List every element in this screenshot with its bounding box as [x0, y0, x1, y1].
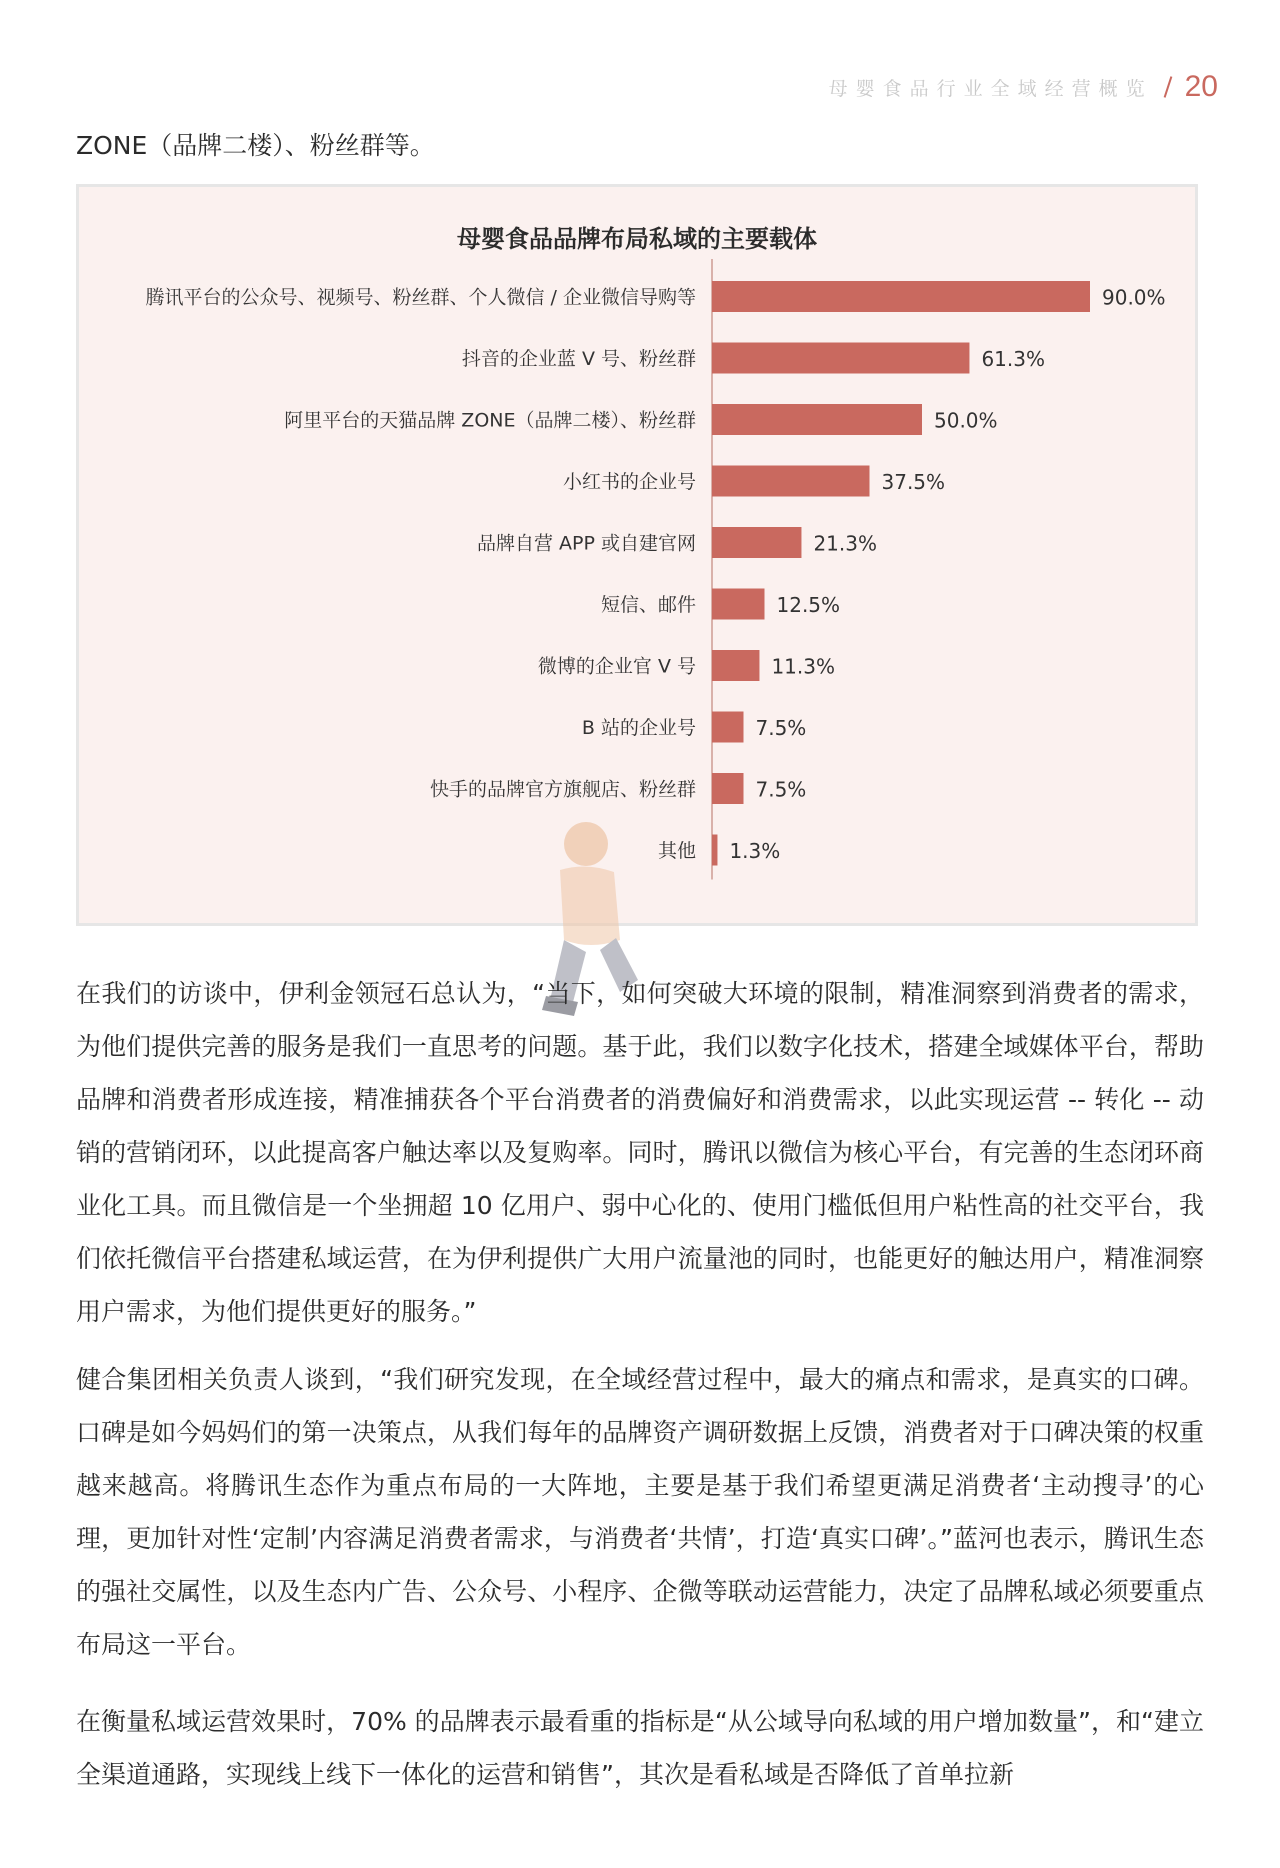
value-label: 1.3% — [729, 839, 781, 863]
category-label: 品牌自营 APP 或自建官网 — [477, 532, 696, 555]
category-label: 阿里平台的天猫品牌 ZONE（品牌二楼）、粉丝群 — [284, 409, 696, 432]
page-number: 20 — [1184, 70, 1218, 103]
bar — [712, 343, 969, 374]
header-divider — [1163, 76, 1172, 98]
category-label: 其他 — [657, 840, 696, 862]
value-label: 7.5% — [755, 777, 807, 802]
bar — [712, 712, 744, 743]
lead-text: ZONE（品牌二楼）、粉丝群等。 — [76, 131, 435, 160]
category-label: 微博的企业官 V 号 — [537, 655, 696, 678]
category-label: 短信、邮件 — [600, 594, 696, 616]
paragraph-interview-health: 健合集团相关负责人谈到，“我们研究发现，在全域经营过程中，最大的痛点和需求，是真实的口碑。口碑是如今妈妈们的第一决策点，从我们每年的品牌资产调研数据上反馈，消费者对于口碑决策的权重越来越高。将腾讯生态作为重点布局的一大阵地，主要是基于我们希望更满足消费者‘主动搜寻’的心理，更加针对性‘定制’内容满足消费者需求，与消费者‘共情’，打造‘真实口碑’。”蓝河也表示，腾讯生态的强社交属性，以及生态内广告、公众号、小程序、企微等联动运营能力，决定了品牌私域必须要重点布局这一平台。 — [76, 1365, 1204, 1659]
paragraph-metrics: 在衡量私域运营效果时，70% 的品牌表示最看重的指标是“从公域导向私域的用户增加数量”，和“建立全渠道通路，实现线上线下一体化的运营和销售”，其次是看私域是否降低了首单拉新 — [76, 1707, 1204, 1789]
header-title: 母婴食品行业全域经营概览 — [828, 77, 1153, 100]
value-label: 12.5% — [776, 593, 841, 617]
value-label: 90.0% — [1102, 285, 1166, 310]
value-label: 11.3% — [771, 654, 836, 679]
bar — [712, 281, 1090, 312]
chart-title: 母婴食品品牌布局私域的主要载体 — [457, 225, 817, 253]
category-label: 小红书的企业号 — [562, 471, 696, 493]
category-label: 抖音的企业蓝 V 号、粉丝群 — [461, 348, 696, 370]
value-label: 50.0% — [934, 408, 998, 433]
bar — [712, 589, 765, 620]
value-label: 61.3% — [981, 347, 1046, 371]
bar — [712, 650, 759, 681]
bar — [712, 527, 801, 558]
value-label: 37.5% — [881, 470, 946, 494]
bar — [712, 404, 922, 435]
paragraph-interview-yili: 在我们的访谈中，伊利金领冠石总认为，“当下，如何突破大环境的限制，精准洞察到消费者的需求，为他们提供完善的服务是我们一直思考的问题。基于此，我们以数字化技术，搭建全域媒体平台，帮助品牌和消费者形成连接，精准捕获各个平台消费者的消费偏好和消费需求，以此实现运营 -- 转化 -- 动销的营销闭环，以此提高客户触达率以及复购率。同时，腾讯以微信为核心平台，有完善的生态闭环商业化工具。而且微信是一个坐拥超 10 亿用户、弱中心化的、使用门槛低但用户粘性高的社交平台，我们依托微信平台搭建私域运营，在为伊利提供广大用户流量池的同时，也能更好的触达用户，精准洞察用户需求，为他们提供更好的服务。” — [76, 979, 1204, 1326]
bar — [712, 466, 870, 497]
value-label: 7.5% — [755, 716, 807, 740]
category-label: B 站的企业号 — [581, 717, 696, 739]
value-label: 21.3% — [813, 531, 878, 556]
bar — [712, 773, 744, 804]
page-header — [829, 70, 1218, 104]
category-label: 腾讯平台的公众号、视频号、粉丝群、个人微信 / 企业微信导购等 — [145, 286, 696, 309]
category-label: 快手的品牌官方旗舰店、粉丝群 — [429, 778, 696, 801]
bar — [712, 835, 717, 866]
